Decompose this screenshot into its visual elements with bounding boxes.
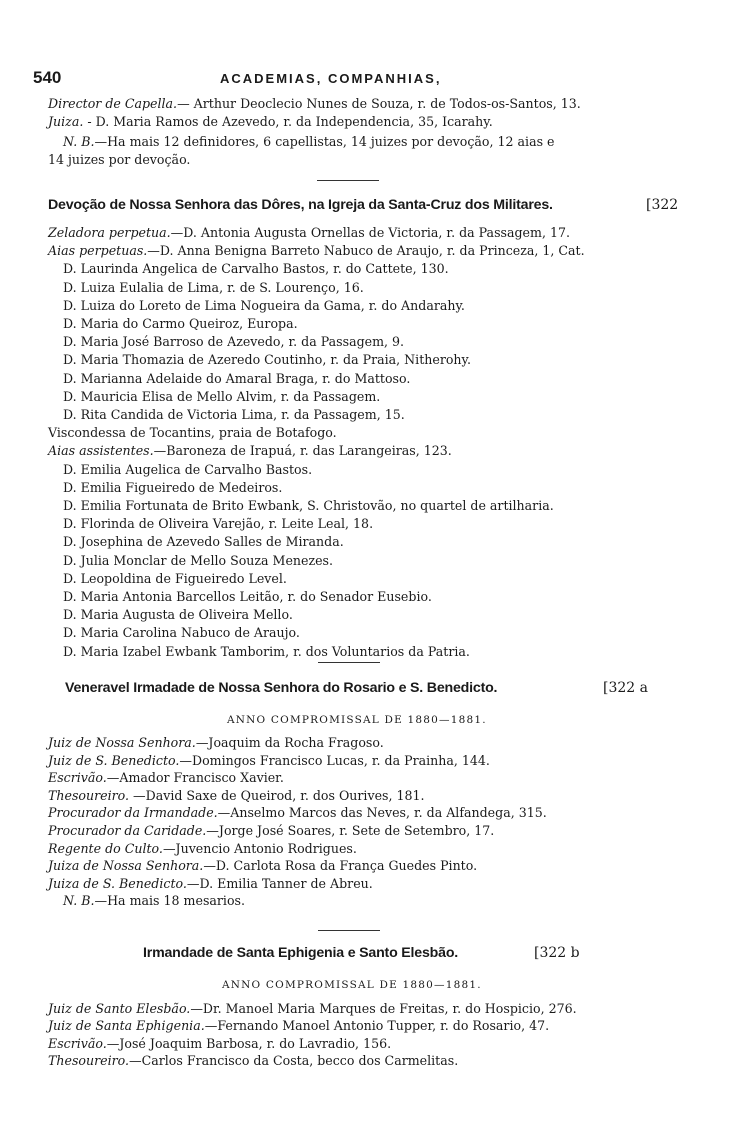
entry-line: D. Julia Monclar de Mello Souza Menezes. <box>63 552 334 568</box>
entry-line: D. Marianna Adelaide do Amaral Braga, r. do Mattoso. <box>63 370 411 386</box>
compromissal-year: ANNO COMPROMISSAL DE 1880—1881. <box>222 979 482 991</box>
entry-line: Procurador da Irmandade.—Anselmo Marcos das Neves, r. da Alfandega, 315. <box>48 805 547 821</box>
entry-line: Escrivão.—Amador Francisco Xavier. <box>48 770 284 786</box>
entry-line: Juiz de S. Benedicto.—Domingos Francisco Lucas, r. da Prainha, 144. <box>48 752 490 768</box>
entry-line: D. Maria Carolina Nabuco de Araujo. <box>63 625 300 641</box>
running-title: ACADEMIAS, COMPANHIAS, <box>220 71 442 86</box>
entry-line: D. Emilia Figueiredo de Medeiros. <box>63 479 283 495</box>
section-heading: Devoção de Nossa Senhora das Dôres, na Igreja da Santa-Cruz dos Militares. <box>48 197 553 213</box>
entry-line: D. Mauricia Elisa de Mello Alvim, r. da Passagem. <box>63 388 381 404</box>
entry-line: D. Emilia Fortunata de Brito Ewbank, S. Christovão, no quartel de artilharia. <box>63 498 554 513</box>
entry-line: Escrivão.—José Joaquim Barbosa, r. do Lavradio, 156. <box>48 1035 392 1051</box>
entry-line: D. Leopoldina de Figueiredo Level. <box>63 570 287 586</box>
section-divider <box>317 180 379 181</box>
section-reference: [322 <box>646 197 679 213</box>
section-divider <box>318 662 380 663</box>
entry-line: Viscondessa de Tocantins, praia de Botafogo. <box>48 425 337 441</box>
entry-line: D. Maria Augusta de Oliveira Mello. <box>63 607 293 623</box>
entry-line: D. Maria Antonia Barcellos Leitão, r. do Senador Eusebio. <box>63 589 432 604</box>
entry-line: Thesoureiro. —David Saxe de Queirod, r. dos Ourives, 181. <box>48 787 425 803</box>
entry-line: D. Maria Izabel Ewbank Tamborim, r. dos Voluntarios da Patria. <box>63 643 470 659</box>
entry-line: Aias perpetuas.—D. Anna Benigna Barreto Nabuco de Araujo, r. da Princeza, 1, Cat. <box>48 243 585 259</box>
entry-line: Juiza de Nossa Senhora.—D. Carlota Rosa da França Guedes Pinto. <box>48 858 478 874</box>
entry-line: Juiz de Santo Elesbão.—Dr. Manoel Maria Marques de Freitas, r. do Hospicio, 276. <box>48 1001 577 1016</box>
note-line: N. B.—Ha mais 12 definidores, 6 capellistas, 14 juizes por devoção, 12 aias e <box>63 134 555 149</box>
section-reference: [322 a <box>603 680 648 696</box>
entry-line: D. Laurinda Angelica de Carvalho Bastos, r. do Cattete, 130. <box>63 261 449 277</box>
entry-line: Director de Capella.— Arthur Deoclecio Nunes de Souza, r. de Todos-os-Santos, 13. <box>48 96 581 111</box>
entry-line: D. Emilia Augelica de Carvalho Bastos. <box>63 461 313 477</box>
entry-line: N. B.—Ha mais 18 mesarios. <box>63 893 246 909</box>
entry-line: D. Luiza Eulalia de Lima, r. de S. Lourenço, 16. <box>63 279 364 295</box>
entry-line: D. Rita Candida de Victoria Lima, r. da Passagem, 15. <box>63 407 405 422</box>
entry-line: Thesoureiro.—Carlos Francisco da Costa, becco dos Carmelitas. <box>48 1052 459 1068</box>
entry-line: D. Maria do Carmo Queiroz, Europa. <box>63 316 298 331</box>
section-heading: Veneravel Irmadade de Nossa Senhora do Rosario e S. Benedicto. <box>65 680 498 696</box>
section-reference: [322 b <box>534 945 580 961</box>
entry-line: D. Josephina de Azevedo Salles de Miranda. <box>63 534 344 550</box>
compromissal-year: ANNO COMPROMISSAL DE 1880—1881. <box>227 714 487 726</box>
entry-line: Juiza de S. Benedicto.—D. Emilia Tanner de Abreu. <box>48 875 373 891</box>
page-number: 540 <box>33 68 62 87</box>
entry-line: Regente do Culto.—Juvencio Antonio Rodrigues. <box>48 840 357 856</box>
entry-line: D. Maria José Barroso de Azevedo, r. da Passagem, 9. <box>63 334 405 350</box>
entry-line: Aias assistentes.—Baroneza de Irapuá, r. das Larangeiras, 123. <box>48 443 452 459</box>
entry-line: Juiza. - D. Maria Ramos de Azevedo, r. da Independencia, 35, Icarahy. <box>48 114 493 129</box>
entry-line: Juiz de Santa Ephigenia.—Fernando Manoel Antonio Tupper, r. do Rosario, 47. <box>48 1018 550 1034</box>
section-heading: Irmandade de Santa Ephigenia e Santo Elesbão. <box>143 945 459 961</box>
entry-line: D. Luiza do Loreto de Lima Nogueira da Gama, r. do Andarahy. <box>63 297 465 313</box>
entry-line: D. Maria Thomazia de Azeredo Coutinho, r. da Praia, Nitherohy. <box>63 352 471 368</box>
entry-line: Juiz de Nossa Senhora.—Joaquim da Rocha Fragoso. <box>48 735 384 750</box>
entry-line: Procurador da Caridade.—Jorge José Soares, r. Sete de Setembro, 17. <box>48 823 495 838</box>
entry-line: D. Florinda de Oliveira Varejão, r. Leite Leal, 18. <box>63 516 374 532</box>
entry-line: Zeladora perpetua.—D. Antonia Augusta Ornellas de Victoria, r. da Passagem, 17. <box>48 225 570 240</box>
note-line: 14 juizes por devoção. <box>48 152 191 167</box>
section-divider <box>318 930 380 931</box>
